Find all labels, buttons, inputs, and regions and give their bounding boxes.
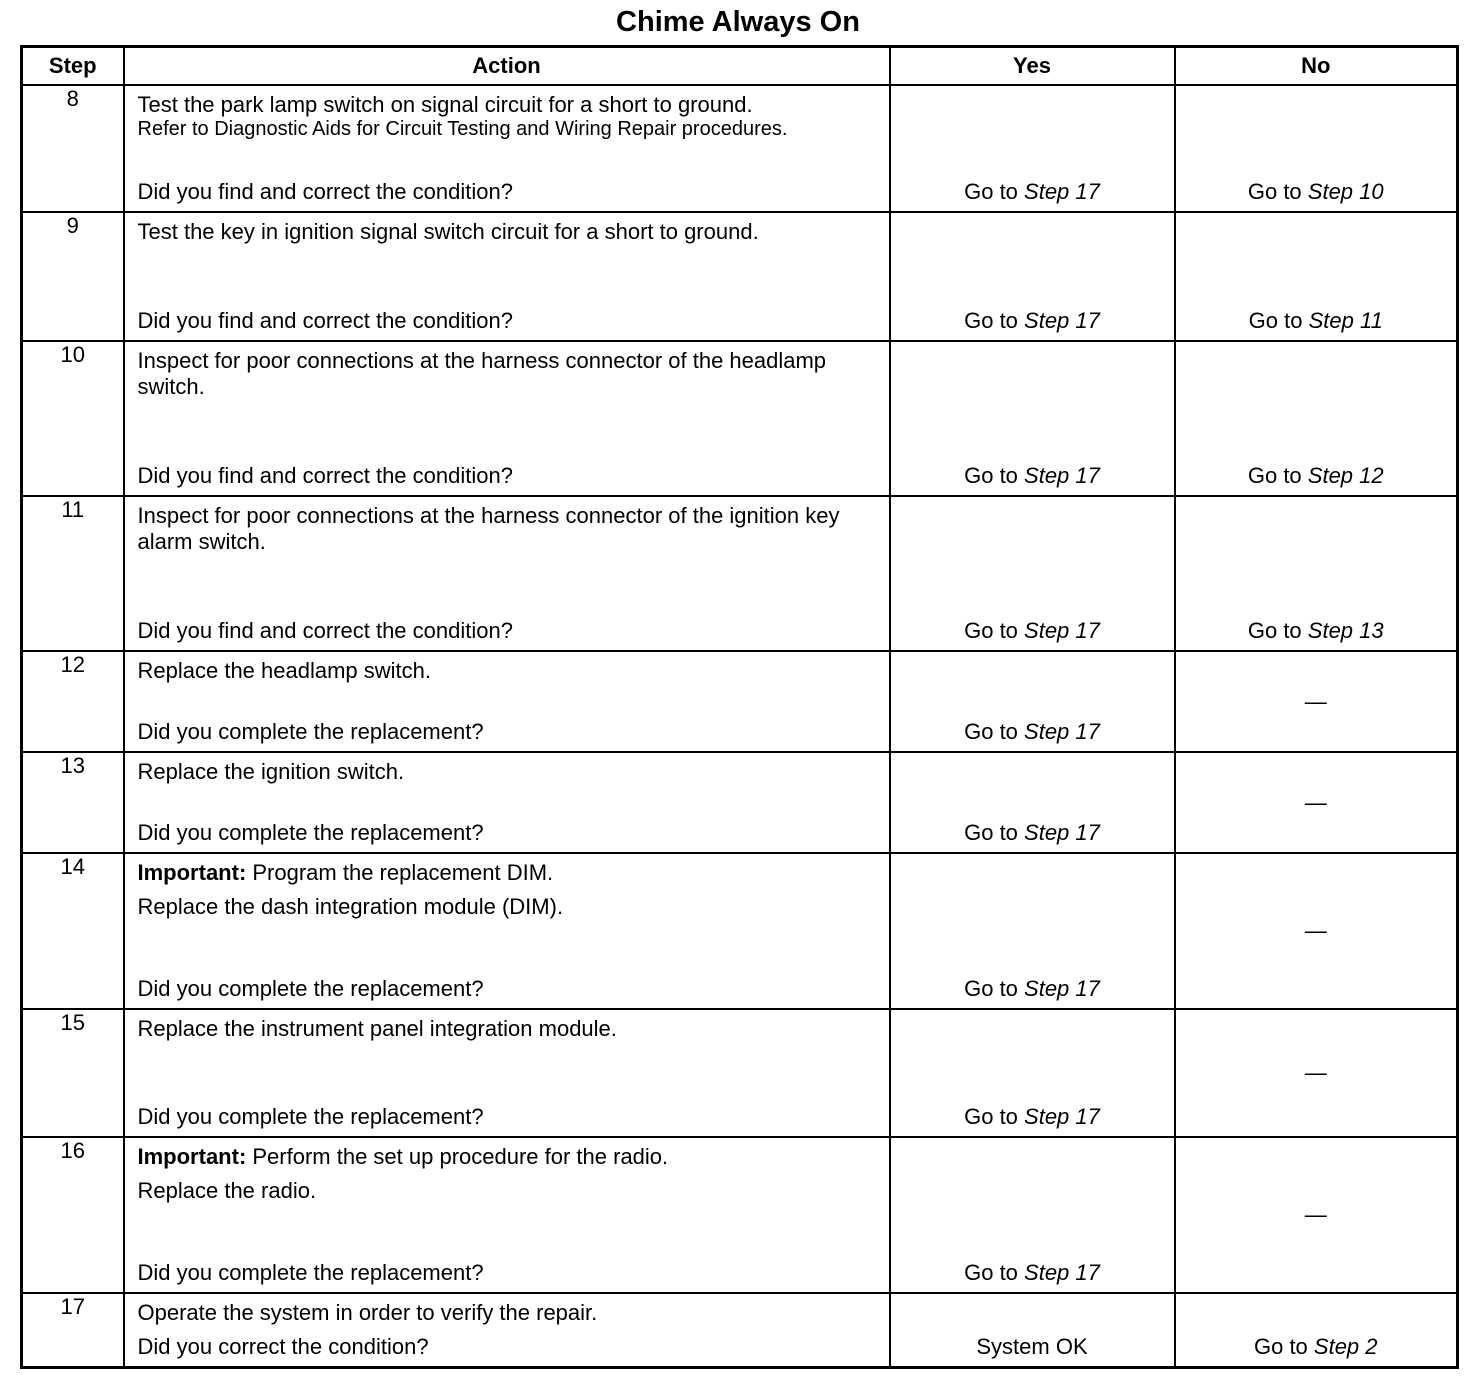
table-row — [22, 1009, 1458, 1137]
no-cell — [1175, 853, 1458, 1009]
action-text — [125, 86, 889, 147]
no-step-link: Step 10 — [1307, 179, 1384, 204]
yes-cell — [890, 651, 1175, 752]
action-cell — [124, 341, 890, 496]
action-instruction: Replace the instrument panel integration module. — [137, 1016, 617, 1041]
header-yes: Yes — [890, 47, 1175, 86]
yes-prefix: Go to — [964, 1260, 1025, 1285]
table-row — [22, 496, 1458, 651]
step-number: 10 — [22, 341, 124, 496]
important-note — [138, 860, 877, 886]
action-cell — [124, 651, 890, 752]
yes-prefix: Go to — [964, 976, 1025, 1001]
step-number: 12 — [22, 651, 124, 752]
yes-prefix: Go to — [964, 179, 1025, 204]
action-text — [125, 1010, 889, 1048]
important-label: Important: — [137, 1144, 247, 1169]
yes-answer — [891, 618, 1174, 644]
no-step-link: Step 13 — [1307, 618, 1384, 643]
yes-answer — [891, 463, 1174, 489]
action-question: Did you find and correct the condition? — [137, 463, 513, 488]
no-prefix: Go to — [1247, 618, 1308, 643]
yes-cell — [890, 1137, 1175, 1293]
no-dash: — — [1304, 688, 1327, 714]
yes-prefix: Go to — [964, 463, 1025, 488]
action-question: Did you complete the replacement? — [137, 1104, 484, 1129]
action-instruction: Test the key in ignition signal switch circuit for a short to ground. — [137, 219, 759, 244]
no-cell — [1175, 341, 1458, 496]
no-cell — [1175, 1009, 1458, 1137]
action-question: Did you complete the replacement? — [137, 820, 484, 845]
action-cell — [124, 212, 890, 341]
action-cell — [124, 853, 890, 1009]
step-number: 8 — [22, 85, 124, 212]
no-prefix: Go to — [1247, 463, 1308, 488]
important-text: Program the replacement DIM. — [246, 860, 554, 885]
action-question: Did you find and correct the condition? — [137, 179, 513, 204]
yes-step-link: Step 17 — [1024, 463, 1100, 488]
yes-answer — [891, 1260, 1174, 1286]
action-question: Did you complete the replacement? — [137, 1260, 484, 1285]
no-answer — [1176, 308, 1457, 334]
no-step-link: Step 12 — [1307, 463, 1384, 488]
diagnostic-table — [20, 45, 1459, 1369]
table-row — [22, 212, 1458, 341]
no-answer — [1176, 1334, 1457, 1360]
yes-prefix: Go to — [964, 308, 1025, 333]
action-text — [125, 1294, 889, 1332]
action-instruction: Replace the ignition switch. — [137, 759, 405, 784]
action-question: Did you complete the replacement? — [137, 976, 484, 1001]
table-row — [22, 752, 1458, 853]
page-title-container — [20, 6, 1456, 39]
yes-cell — [890, 341, 1175, 496]
action-question: Did you correct the condition? — [137, 1333, 429, 1359]
no-cell — [1175, 752, 1458, 853]
table-row — [22, 1137, 1458, 1293]
action-instruction: Operate the system in order to verify the repair. — [137, 1300, 598, 1325]
action-cell — [124, 1009, 890, 1137]
yes-prefix: Go to — [964, 719, 1025, 744]
no-dash: — — [1304, 1060, 1327, 1085]
action-question: Did you find and correct the condition? — [137, 308, 513, 333]
action-instruction: Test the park lamp switch on signal circuit for a short to ground. — [137, 92, 753, 117]
no-dash: — — [1304, 1202, 1327, 1227]
no-cell — [1175, 212, 1458, 341]
important-text: Perform the set up procedure for the radio. — [246, 1144, 669, 1169]
header-action: Action — [124, 47, 890, 86]
yes-answer: System OK — [976, 1333, 1088, 1359]
step-number: 15 — [22, 1009, 124, 1137]
action-instruction: Inspect for poor connections at the harness connector of the ignition key alarm switch. — [137, 503, 840, 554]
no-cell — [1175, 1137, 1458, 1293]
yes-cell — [890, 1293, 1175, 1367]
yes-prefix: Go to — [964, 1104, 1025, 1129]
yes-step-link: Step 17 — [1024, 976, 1100, 1001]
yes-cell — [890, 752, 1175, 853]
table-row — [22, 341, 1458, 496]
action-cell — [124, 1137, 890, 1293]
no-prefix: Go to — [1253, 1333, 1314, 1359]
no-cell — [1175, 496, 1458, 651]
action-text — [125, 753, 889, 791]
table-row — [22, 853, 1458, 1009]
yes-answer — [891, 719, 1174, 745]
action-instruction: Replace the dash integration module (DIM). — [137, 894, 564, 919]
yes-answer — [891, 308, 1174, 334]
yes-answer — [891, 179, 1174, 205]
yes-step-link: Step 17 — [1024, 618, 1100, 643]
no-cell — [1175, 651, 1458, 752]
action-question: Did you complete the replacement? — [137, 719, 484, 744]
yes-cell — [890, 1009, 1175, 1137]
action-cell — [124, 1293, 890, 1367]
page-title: Chime Always On — [616, 6, 860, 38]
action-instruction: Refer to Diagnostic Aids for Circuit Testing and Wiring Repair procedures. — [137, 118, 788, 140]
action-instruction: Replace the radio. — [137, 1178, 317, 1203]
yes-step-link: Step 17 — [1024, 1104, 1100, 1129]
step-number: 13 — [22, 752, 124, 853]
yes-step-link: Step 17 — [1024, 308, 1100, 333]
step-number: 11 — [22, 496, 124, 651]
yes-cell — [890, 85, 1175, 212]
no-cell — [1175, 85, 1458, 212]
no-cell — [1175, 1293, 1458, 1367]
step-number: 17 — [22, 1293, 124, 1367]
no-prefix: Go to — [1247, 179, 1308, 204]
no-step-link: Step 11 — [1308, 308, 1383, 333]
important-label: Important: — [137, 860, 247, 885]
no-dash: — — [1304, 789, 1327, 815]
step-number: 16 — [22, 1137, 124, 1293]
action-cell — [124, 496, 890, 651]
yes-answer — [891, 976, 1174, 1002]
header-no: No — [1175, 47, 1458, 86]
action-text — [125, 497, 889, 561]
action-instruction: Replace the headlamp switch. — [137, 658, 431, 683]
action-text — [125, 342, 889, 406]
action-cell — [124, 752, 890, 853]
action-text — [125, 854, 889, 926]
table-row — [22, 651, 1458, 752]
action-cell — [124, 85, 890, 212]
yes-step-link: Step 17 — [1024, 820, 1100, 845]
yes-step-link: Step 17 — [1024, 1260, 1100, 1285]
no-answer — [1176, 618, 1457, 644]
yes-answer — [891, 820, 1174, 846]
header-step: Step — [22, 47, 124, 86]
action-text — [125, 1138, 889, 1210]
step-number: 14 — [22, 853, 124, 1009]
important-note — [138, 1144, 877, 1170]
table-row — [22, 1293, 1458, 1367]
yes-cell — [890, 496, 1175, 651]
yes-step-link: Step 17 — [1024, 179, 1100, 204]
yes-answer — [891, 1104, 1174, 1130]
yes-cell — [890, 212, 1175, 341]
no-step-link: Step 2 — [1313, 1333, 1378, 1359]
yes-cell — [890, 853, 1175, 1009]
action-instruction: Inspect for poor connections at the harness connector of the headlamp switch. — [137, 348, 827, 399]
no-prefix: Go to — [1248, 308, 1309, 333]
yes-prefix: Go to — [964, 820, 1025, 845]
step-number: 9 — [22, 212, 124, 341]
action-question: Did you find and correct the condition? — [137, 618, 513, 643]
action-text — [125, 652, 889, 690]
yes-prefix: Go to — [964, 618, 1025, 643]
no-answer — [1176, 179, 1457, 205]
no-dash: — — [1304, 918, 1327, 943]
yes-step-link: Step 17 — [1024, 719, 1100, 744]
table-row — [22, 85, 1458, 212]
action-text — [125, 213, 889, 251]
no-answer — [1176, 463, 1457, 489]
table-header-row — [22, 47, 1458, 86]
